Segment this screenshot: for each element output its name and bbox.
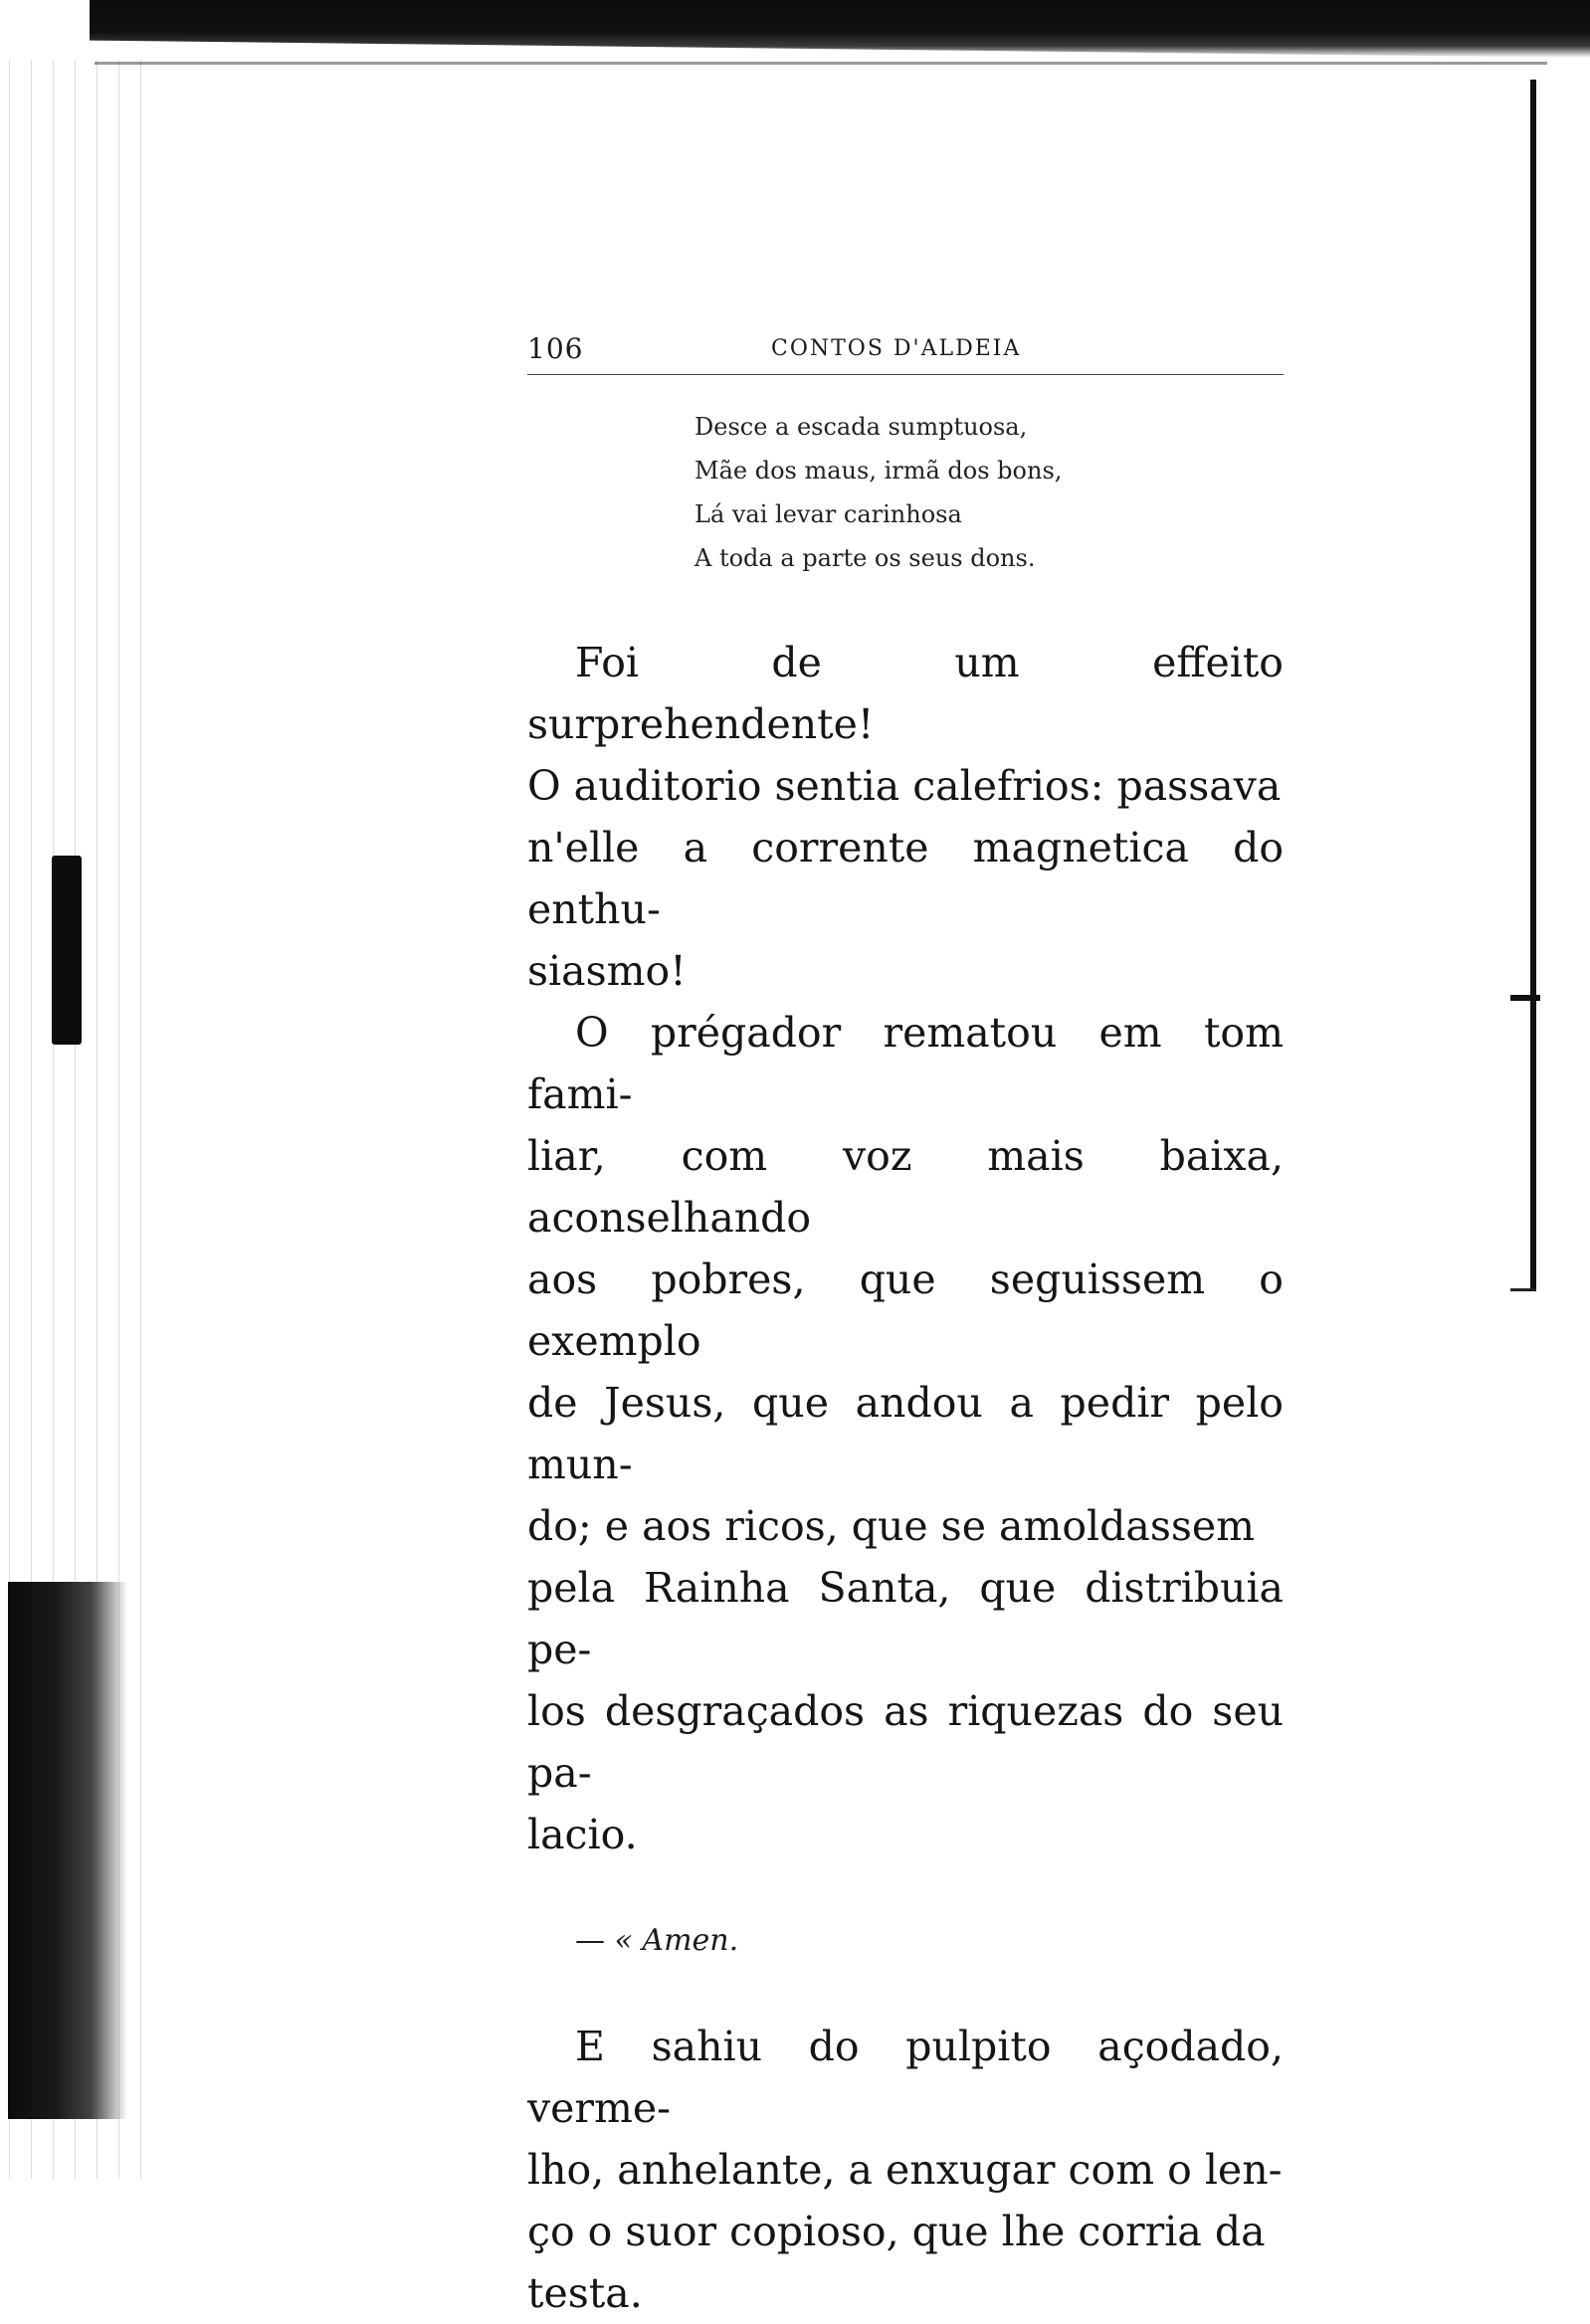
paragraph	[527, 2016, 1284, 2324]
scan-right-tick	[1510, 995, 1540, 1001]
text-line: O prégador rematou em tom fami-	[527, 1009, 1284, 1118]
text-line: E sahiu do pulpito açodado, verme-	[527, 2023, 1284, 2132]
text-line: lho, anhelante, a enxugar com o len-	[527, 2146, 1283, 2194]
scan-right-bracket	[1530, 80, 1536, 1288]
text-line: los desgraçados as riquezas do seu pa-	[527, 1687, 1284, 1797]
text-line: n'elle a corrente magnetica do enthu-	[527, 824, 1284, 933]
text-line: liar, com voz mais baixa, aconselhando	[527, 1132, 1284, 1242]
text-line: siasmo!	[527, 947, 687, 995]
page-number: 106	[527, 332, 584, 365]
text-line: Foi de um effeito surprehendente!	[527, 639, 1284, 748]
scan-left-blot	[52, 856, 82, 1045]
verse-block	[695, 405, 1284, 580]
scan-top-line	[95, 62, 1547, 65]
text-line: testa.	[527, 2269, 643, 2317]
body-text	[527, 632, 1284, 1865]
text-line: ço o suor copioso, que lhe corria da	[527, 2208, 1266, 2255]
text-line: O auditorio sentia calefrios: passava	[527, 762, 1282, 810]
running-title: CONTOS D'ALDEIA	[771, 336, 1022, 361]
verse-line: Desce a escada sumptuosa,	[695, 413, 1028, 441]
verse-line: Mãe dos maus, irmã dos bons,	[695, 457, 1063, 484]
text-line: lacio.	[527, 1811, 638, 1858]
body-text	[527, 2016, 1284, 2324]
verse-line: A toda a parte os seus dons.	[695, 544, 1036, 572]
text-line: aos pobres, que seguissem o exemplo	[527, 1256, 1284, 1365]
text-line: do; e aos ricos, que se amoldassem	[527, 1502, 1256, 1550]
verse-line: Lá vai levar carinhosa	[695, 500, 962, 528]
scan-top-shadow	[90, 0, 1590, 58]
dialog-line: — « Amen.	[575, 1923, 739, 1958]
page-header	[527, 318, 1284, 375]
text-line: de Jesus, que andou a pedir pelo mun-	[527, 1379, 1284, 1488]
text-line: pela Rainha Santa, que distribuia pe-	[527, 1564, 1284, 1673]
scan-right-tick	[1510, 1288, 1536, 1291]
paragraph	[527, 632, 1284, 1002]
paragraph	[527, 1002, 1284, 1865]
scan-left-blot	[8, 1582, 127, 2119]
book-page	[527, 318, 1284, 2324]
